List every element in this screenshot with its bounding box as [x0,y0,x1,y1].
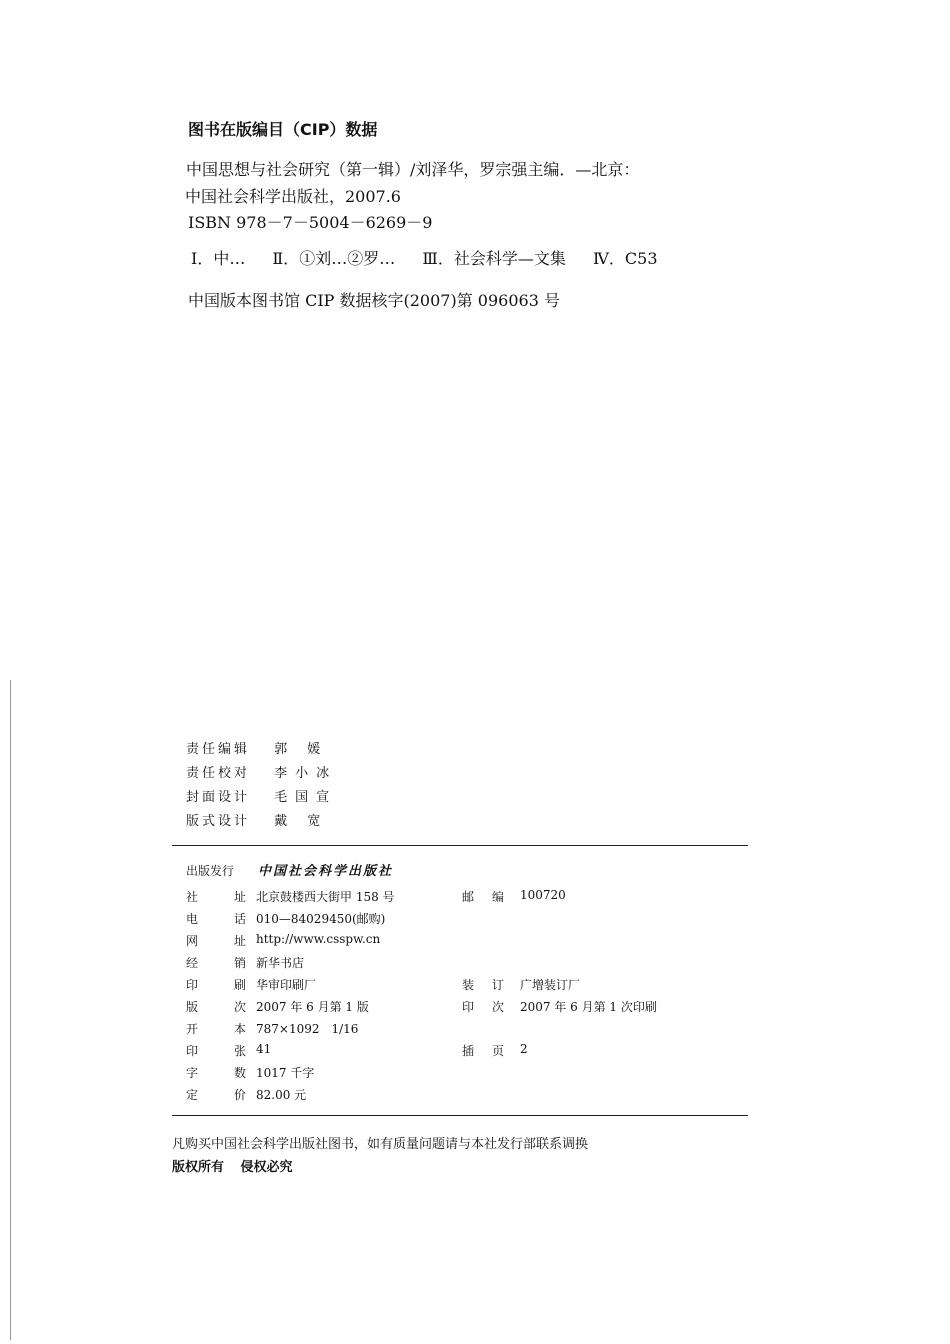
pub-label-char: 价 [233,1088,246,1102]
staff-row [186,786,337,806]
pub-label [462,998,504,1015]
pub-value: 2007 年 6 月第 1 次印刷 [520,1000,657,1014]
pub-value: 2007 年 6 月第 1 版 [256,1000,369,1014]
staff-row [186,762,337,782]
rights-text: 版权所有 [172,1160,225,1175]
pub-row-words [186,1064,746,1084]
cip-class-item: Ⅲ．社会科学—文集 [422,249,566,268]
pub-value: http://www.csspw.cn [256,932,381,946]
pub-label-char: 印 [186,1044,199,1058]
pub-label-char: 址 [233,934,246,948]
cip-classification [191,246,680,269]
staff-role: 封面设计 [186,790,251,805]
pub-label [186,1086,246,1103]
pub-label-char: 次 [233,1000,246,1014]
cip-class-item: Ⅰ．中… [191,249,246,268]
pub-label-char: 网 [186,934,199,948]
cip-publisher-line: 中国社会科学出版社，2007.6 [185,187,401,206]
pub-label [462,888,504,905]
pub-label-char: 版 [186,1000,199,1014]
pub-label [186,1064,246,1081]
cip-data-number: 中国版本图书馆 CIP 数据核字(2007)第 096063 号 [188,291,560,310]
pub-label-char: 销 [233,956,246,970]
pub-value: 新华书店 [256,956,305,970]
pub-label-char: 张 [233,1044,246,1058]
staff-role: 责任校对 [186,766,251,781]
pub-row-phone [186,910,746,930]
pub-value: 2 [520,1042,528,1056]
pub-label-char: 编 [491,890,504,904]
pub-row-price [186,1086,746,1106]
rights-statement [172,1156,293,1175]
pub-label [186,976,246,993]
pub-label-char: 本 [233,1022,246,1036]
pub-label [186,1042,246,1059]
pub-label [186,888,246,905]
cip-title: 图书在版编目（CIP）数据 [188,120,378,139]
publication-info [186,858,746,1108]
cip-isbn: ISBN 978－7－5004－6269－9 [188,213,433,232]
pub-row-address [186,888,746,908]
pub-label-char: 定 [186,1088,199,1102]
pub-row-distributor [186,954,746,974]
rights-text: 侵权必究 [240,1160,293,1175]
pub-value: 41 [256,1042,272,1056]
pub-label-char: 刷 [233,978,246,992]
staff-name: 戴 宽 [274,814,329,829]
pub-label-char: 话 [233,912,246,926]
pub-label-char: 开 [186,1022,199,1036]
pub-value: 100720 [520,888,566,902]
staff-role: 版式设计 [186,814,251,829]
pub-label-char: 邮 [462,890,475,904]
pub-label-char: 订 [491,978,504,992]
pub-label-char: 数 [233,1066,246,1080]
staff-role: 责任编辑 [186,742,251,757]
divider-bottom [172,1115,748,1116]
pub-label [462,976,504,993]
pub-label-char: 电 [186,912,199,926]
pub-row-website [186,932,746,952]
pub-label-char: 页 [491,1044,504,1058]
publisher-logotype: 中国社会科学出版社 [258,864,394,879]
pub-label-char: 插 [462,1044,475,1058]
pub-label: 出版发行 [186,864,235,878]
pub-value: 1017 千字 [256,1066,315,1080]
pub-value: 北京鼓楼西大街甲 158 号 [256,890,395,904]
pub-label-char: 装 [462,978,475,992]
pub-label-char: 经 [186,956,199,970]
pub-row-printer [186,976,746,996]
pub-row-sheets [186,1042,746,1062]
pub-label-char: 次 [491,1000,504,1014]
pub-label [186,1020,246,1037]
staff-name: 毛国宣 [274,790,338,805]
quality-notice: 凡购买中国社会科学出版社图书，如有质量问题请与本社发行部联系调换 [172,1137,589,1152]
divider-top [172,845,748,846]
pub-label-char: 址 [233,890,246,904]
cip-class-item: Ⅱ．①刘…②罗… [272,249,396,268]
pub-value: 82.00 元 [256,1088,307,1102]
staff-row [186,810,328,830]
pub-value: 787×1092 1/16 [256,1022,359,1036]
pub-row-edition [186,998,746,1018]
pub-label-char: 社 [186,890,199,904]
staff-name: 郭 媛 [274,742,329,757]
cip-class-item: Ⅳ．C53 [592,249,658,268]
pub-label [186,932,246,949]
staff-name: 李小冰 [274,766,338,781]
pub-label-char: 印 [186,978,199,992]
pub-value: 广增装订厂 [520,978,581,992]
pub-label-char: 字 [186,1066,199,1080]
pub-label [186,910,246,927]
cip-book-line: 中国思想与社会研究（第一辑）/刘泽华，罗宗强主编．—北京： [186,160,640,179]
pub-label-char: 印 [462,1000,475,1014]
scan-edge-line [10,680,11,1340]
pub-label [186,954,246,971]
pub-value: 010—84029450(邮购) [256,912,386,926]
pub-value: 华审印刷厂 [256,978,317,992]
pub-label [186,998,246,1015]
pub-label [462,1042,504,1059]
pub-row-publisher [186,862,746,882]
pub-row-format [186,1020,746,1040]
staff-row [186,738,328,758]
